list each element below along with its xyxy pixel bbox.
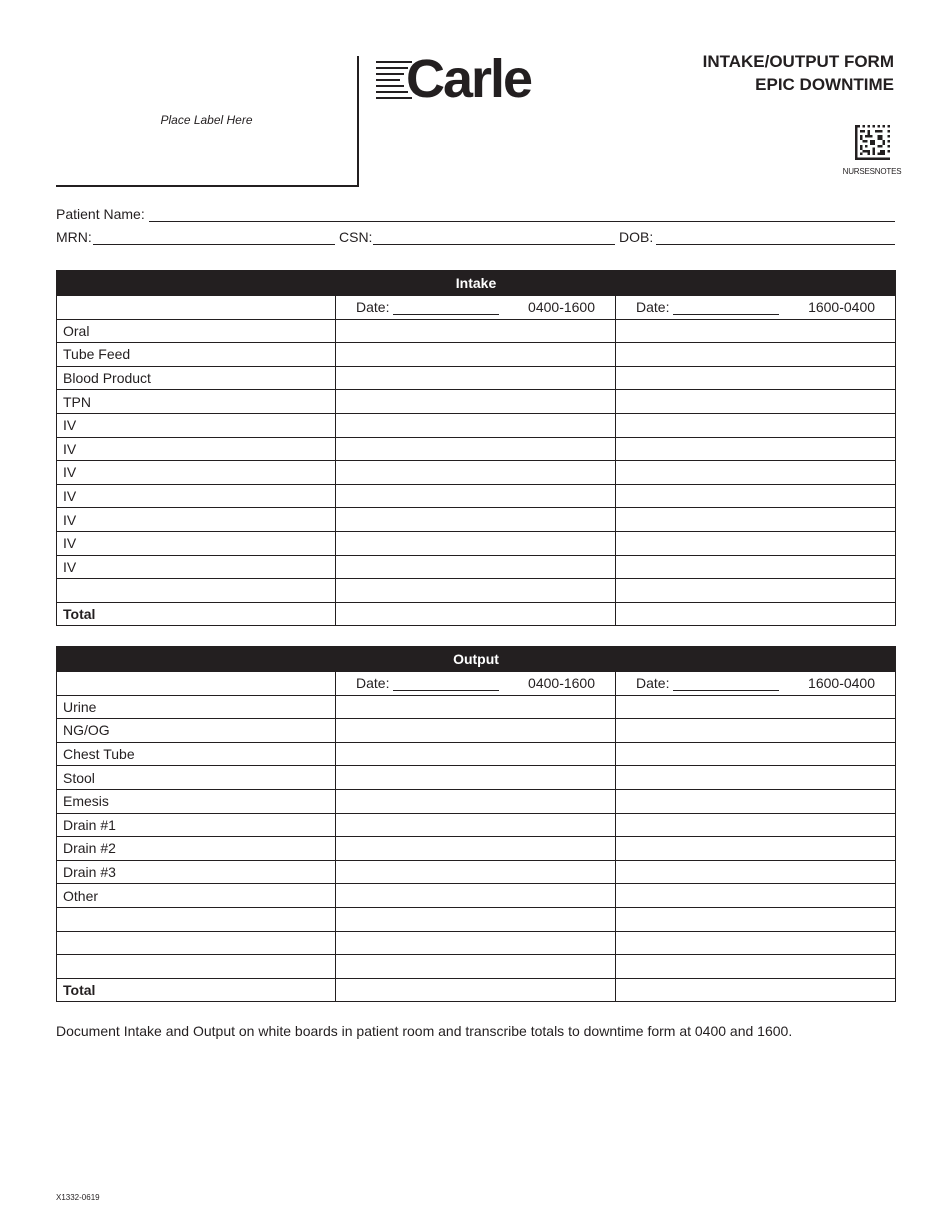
entry-cell-night[interactable] bbox=[616, 531, 896, 555]
table-row bbox=[57, 555, 896, 579]
row-label: IV bbox=[57, 508, 336, 532]
output-date-cell-night[interactable] bbox=[616, 672, 896, 696]
intake-header-blank bbox=[57, 296, 336, 320]
entry-cell-day[interactable] bbox=[336, 837, 616, 861]
table-row bbox=[57, 931, 896, 955]
row-label: Blood Product bbox=[57, 366, 336, 390]
entry-cell-day[interactable] bbox=[336, 695, 616, 719]
entry-cell-day[interactable] bbox=[336, 366, 616, 390]
entry-cell-night[interactable] bbox=[616, 931, 896, 955]
output-header-blank bbox=[57, 672, 336, 696]
table-row bbox=[57, 437, 896, 461]
code-caption: NURSESNOTES bbox=[842, 167, 902, 176]
patient-name-label: Patient Name: bbox=[56, 206, 145, 222]
csn-field[interactable] bbox=[373, 244, 615, 245]
entry-cell-night[interactable] bbox=[616, 884, 896, 908]
table-row bbox=[57, 955, 896, 979]
entry-cell-night[interactable] bbox=[616, 555, 896, 579]
total-cell-night[interactable] bbox=[616, 602, 896, 626]
row-label: Oral bbox=[57, 319, 336, 343]
date-field[interactable] bbox=[393, 314, 499, 315]
row-label: Urine bbox=[57, 695, 336, 719]
row-label: IV bbox=[57, 461, 336, 485]
entry-cell-day[interactable] bbox=[336, 579, 616, 603]
entry-cell-day[interactable] bbox=[336, 508, 616, 532]
date-label: Date: bbox=[636, 299, 670, 315]
table-row bbox=[57, 484, 896, 508]
table-row bbox=[57, 907, 896, 931]
entry-cell-day[interactable] bbox=[336, 390, 616, 414]
entry-cell-day[interactable] bbox=[336, 555, 616, 579]
entry-cell-night[interactable] bbox=[616, 508, 896, 532]
entry-cell-day[interactable] bbox=[336, 531, 616, 555]
table-row bbox=[57, 813, 896, 837]
entry-cell-night[interactable] bbox=[616, 766, 896, 790]
logo-wordmark: Carle bbox=[406, 49, 532, 109]
entry-cell-day[interactable] bbox=[336, 413, 616, 437]
table-row bbox=[57, 719, 896, 743]
shift-range: 0400-1600 bbox=[528, 675, 595, 691]
shift-range: 0400-1600 bbox=[528, 299, 595, 315]
shift-range: 1600-0400 bbox=[808, 675, 875, 691]
entry-cell-night[interactable] bbox=[616, 390, 896, 414]
entry-cell-day[interactable] bbox=[336, 742, 616, 766]
total-row bbox=[57, 978, 896, 1002]
mrn-label: MRN: bbox=[56, 229, 92, 245]
row-label: Other bbox=[57, 884, 336, 908]
row-label: Chest Tube bbox=[57, 742, 336, 766]
row-label: Tube Feed bbox=[57, 343, 336, 367]
row-label: IV bbox=[57, 531, 336, 555]
table-row bbox=[57, 695, 896, 719]
date-label: Date: bbox=[356, 675, 390, 691]
entry-cell-day[interactable] bbox=[336, 884, 616, 908]
entry-cell-day[interactable] bbox=[336, 931, 616, 955]
entry-cell-day[interactable] bbox=[336, 719, 616, 743]
total-cell-day[interactable] bbox=[336, 602, 616, 626]
row-label: TPN bbox=[57, 390, 336, 414]
total-row bbox=[57, 602, 896, 626]
form-code: X1332-0619 bbox=[56, 1193, 100, 1202]
table-row bbox=[57, 766, 896, 790]
entry-cell-night[interactable] bbox=[616, 343, 896, 367]
entry-cell-night[interactable] bbox=[616, 366, 896, 390]
entry-cell-day[interactable] bbox=[336, 813, 616, 837]
entry-cell-night[interactable] bbox=[616, 579, 896, 603]
entry-cell-day[interactable] bbox=[336, 484, 616, 508]
csn-label: CSN: bbox=[339, 229, 373, 245]
row-label bbox=[57, 955, 336, 979]
entry-cell-night[interactable] bbox=[616, 860, 896, 884]
table-row bbox=[57, 413, 896, 437]
intake-table bbox=[56, 270, 896, 626]
entry-cell-night[interactable] bbox=[616, 413, 896, 437]
entry-cell-night[interactable] bbox=[616, 813, 896, 837]
entry-cell-night[interactable] bbox=[616, 742, 896, 766]
dob-label: DOB: bbox=[619, 229, 654, 245]
row-label: Drain #3 bbox=[57, 860, 336, 884]
output-table bbox=[56, 646, 896, 1002]
table-row bbox=[57, 837, 896, 861]
row-label: NG/OG bbox=[57, 719, 336, 743]
entry-cell-night[interactable] bbox=[616, 837, 896, 861]
table-row bbox=[57, 319, 896, 343]
label-placeholder: Place Label Here bbox=[160, 113, 253, 127]
intake-date-cell-day[interactable] bbox=[336, 296, 616, 320]
entry-cell-night[interactable] bbox=[616, 719, 896, 743]
shift-range: 1600-0400 bbox=[808, 299, 876, 315]
entry-cell-night[interactable] bbox=[616, 789, 896, 813]
intake-title: Intake bbox=[57, 271, 896, 296]
entry-cell-night[interactable] bbox=[616, 907, 896, 931]
datamatrix-code-icon bbox=[855, 125, 890, 160]
date-field[interactable] bbox=[673, 690, 779, 691]
form-subtitle: EPIC DOWNTIME bbox=[755, 75, 894, 94]
entry-cell-day[interactable] bbox=[336, 437, 616, 461]
date-label: Date: bbox=[636, 675, 670, 691]
entry-cell-night[interactable] bbox=[616, 461, 896, 485]
patient-name-field[interactable] bbox=[149, 221, 895, 222]
row-label: Drain #2 bbox=[57, 837, 336, 861]
table-row bbox=[57, 742, 896, 766]
date-field[interactable] bbox=[393, 690, 499, 691]
output-date-cell-day[interactable] bbox=[336, 672, 616, 696]
date-label: Date: bbox=[356, 299, 390, 315]
dob-field[interactable] bbox=[656, 244, 895, 245]
carle-logo bbox=[376, 49, 556, 109]
row-label: IV bbox=[57, 555, 336, 579]
row-label: Emesis bbox=[57, 789, 336, 813]
date-field[interactable] bbox=[673, 314, 779, 315]
table-row bbox=[57, 343, 896, 367]
total-cell-day[interactable] bbox=[336, 978, 616, 1002]
row-label bbox=[57, 579, 336, 603]
entry-cell-night[interactable] bbox=[616, 319, 896, 343]
table-row bbox=[57, 531, 896, 555]
entry-cell-day[interactable] bbox=[336, 955, 616, 979]
entry-cell-night[interactable] bbox=[616, 695, 896, 719]
row-label: Stool bbox=[57, 766, 336, 790]
output-title: Output bbox=[57, 647, 896, 672]
total-cell-night[interactable] bbox=[616, 978, 896, 1002]
row-label: IV bbox=[57, 484, 336, 508]
table-row bbox=[57, 461, 896, 485]
row-label: IV bbox=[57, 437, 336, 461]
patient-label-area bbox=[56, 56, 359, 187]
table-row bbox=[57, 579, 896, 603]
row-label bbox=[57, 931, 336, 955]
entry-cell-day[interactable] bbox=[336, 343, 616, 367]
intake-date-cell-night[interactable] bbox=[616, 296, 896, 320]
row-label bbox=[57, 907, 336, 931]
entry-cell-day[interactable] bbox=[336, 766, 616, 790]
table-row bbox=[57, 884, 896, 908]
table-row bbox=[57, 508, 896, 532]
entry-cell-night[interactable] bbox=[616, 484, 896, 508]
total-label: Total bbox=[57, 602, 336, 626]
table-row bbox=[57, 366, 896, 390]
entry-cell-night[interactable] bbox=[616, 437, 896, 461]
table-row bbox=[57, 860, 896, 884]
entry-cell-day[interactable] bbox=[336, 319, 616, 343]
form-title: INTAKE/OUTPUT FORM bbox=[702, 52, 894, 71]
row-label: Drain #1 bbox=[57, 813, 336, 837]
total-label: Total bbox=[57, 978, 336, 1002]
entry-cell-day[interactable] bbox=[336, 860, 616, 884]
row-label: IV bbox=[57, 413, 336, 437]
entry-cell-day[interactable] bbox=[336, 461, 616, 485]
instructions-text: Document Intake and Output on white boards in patient room and transcribe totals to downtime form at 0400 and 1600. bbox=[56, 1023, 793, 1039]
table-row bbox=[57, 789, 896, 813]
entry-cell-day[interactable] bbox=[336, 907, 616, 931]
mrn-field[interactable] bbox=[93, 244, 335, 245]
entry-cell-night[interactable] bbox=[616, 955, 896, 979]
table-row bbox=[57, 390, 896, 414]
entry-cell-day[interactable] bbox=[336, 789, 616, 813]
